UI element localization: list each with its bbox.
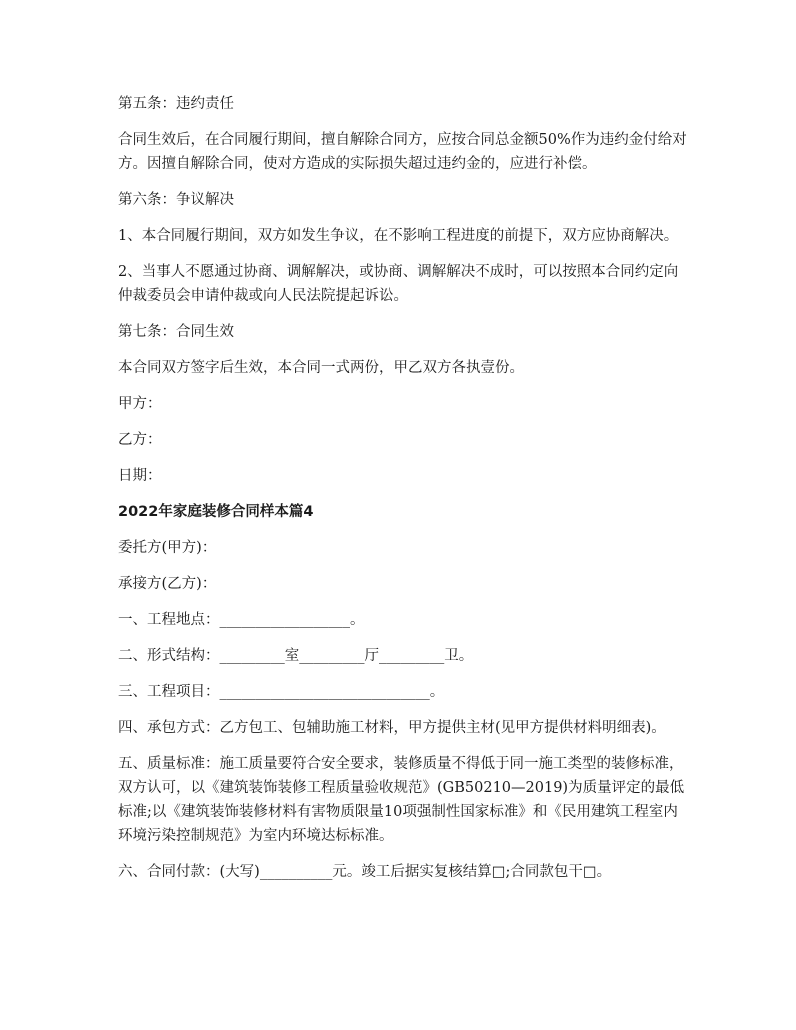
party-b-signature-line: 乙方： [118,432,162,448]
contractor-party-line: 承接方(乙方)： [118,576,217,592]
project-items-line: 三、工程项目：_____________________________。 [118,684,445,700]
quality-standard-clause: 五、质量标准：施工质量要符合安全要求，装修质量不得低于同一施工类型的装修标准，双方认可，以《建筑装饰装修工程质量验收规范》(GB50210—2019)为质量评定的最低标准;以《建筑装饰装修材料有害物质限量10项强制性国家标准》和《民用建筑工程室内环境污染控制规范》为室内环境达标标准。 [118,756,685,844]
article-5-title: 第五条：违约责任 [118,96,234,112]
date-line: 日期： [118,468,162,484]
article-6-item-2: 2、当事人不愿通过协商、调解解决，或协商、调解解决不成时，可以按照本合同约定向仲裁委员会申请仲裁或向人民法院提起诉讼。 [118,264,679,304]
document-page [118,92,688,896]
article-5-body: 合同生效后，在合同履行期间，擅自解除合同方，应按合同总金额50%作为违约金付给对方。因擅自解除合同，使对方造成的实际损失超过违约金的，应进行补偿。 [118,132,687,172]
article-7-body: 本合同双方签字后生效，本合同一式两份，甲乙双方各执壹份。 [118,360,524,376]
article-6-item-1: 1、本合同履行期间，双方如发生争议，在不影响工程进度的前提下，双方应协商解决。 [118,228,679,244]
party-a-signature-line: 甲方： [118,396,162,412]
article-7-title: 第七条：合同生效 [118,324,234,340]
project-location-line: 一、工程地点：__________________。 [118,612,365,628]
client-party-line: 委托方(甲方)： [118,540,217,556]
structure-line: 二、形式结构：_________室_________厅_________卫。 [118,648,474,664]
contract-method-clause: 四、承包方式：乙方包工、包辅助施工材料，甲方提供主材(见甲方提供材料明细表)。 [118,720,666,736]
payment-clause: 六、合同付款：(大写)__________元。竣工后据实复核结算□;合同款包干□。 [118,864,612,880]
article-6-title: 第六条：争议解决 [118,192,234,208]
section-heading: 2022年家庭装修合同样本篇4 [118,504,314,520]
